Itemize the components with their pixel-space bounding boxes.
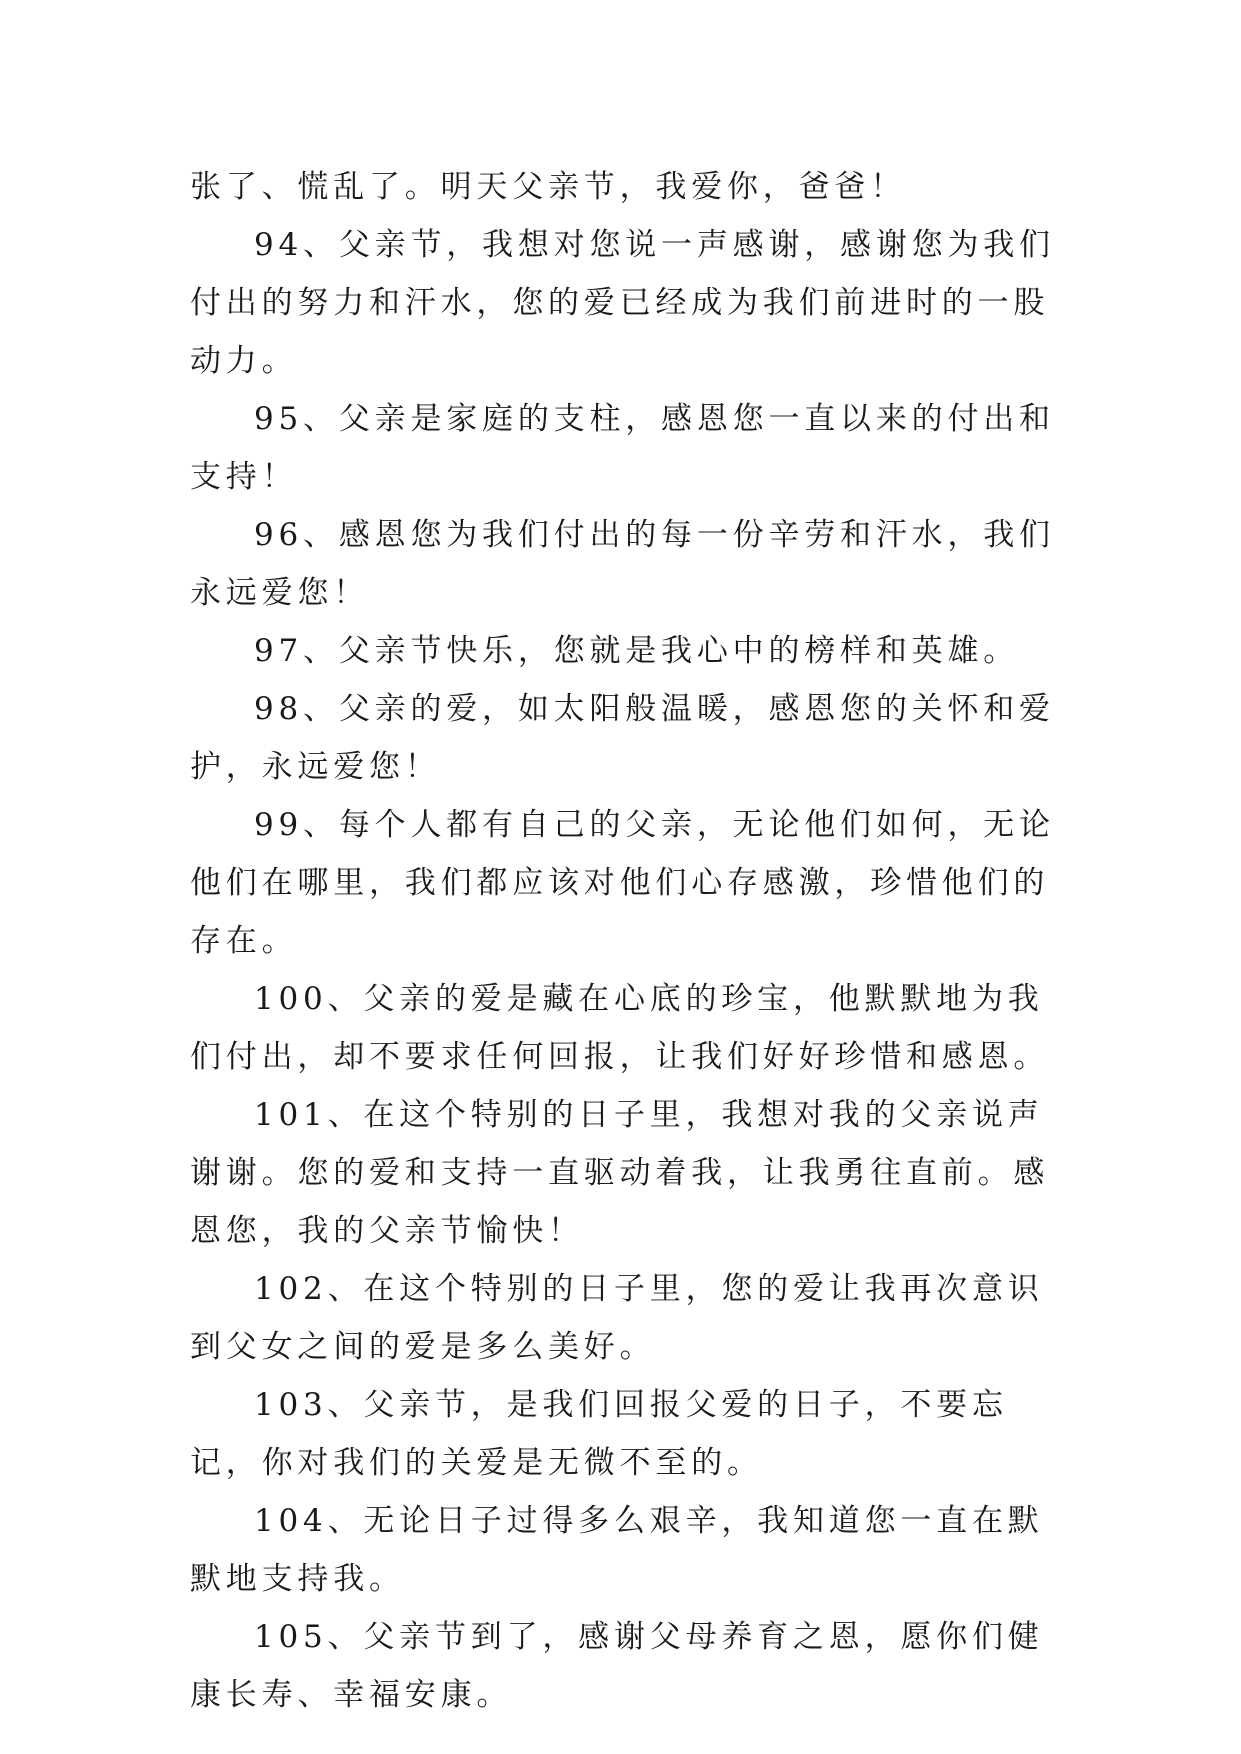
paragraph-item-104: 104、无论日子过得多么艰辛，我知道您一直在默默地支持我。	[190, 1503, 1044, 1597]
paragraph-item-100: 100、父亲的爱是藏在心底的珍宝，他默默地为我们付出，却不要求任何回报，让我们好好珍惜和感恩。	[190, 981, 1050, 1075]
paragraph-item-102: 102、在这个特别的日子里，您的爱让我再次意识到父女之间的爱是多么美好。	[190, 1271, 1044, 1365]
paragraph-item-95: 95、父亲是家庭的支柱，感恩您一直以来的付出和支持！	[190, 401, 1055, 495]
paragraph-item-103: 103、父亲节，是我们回报父爱的日子，不要忘记，你对我们的关爱是无微不至的。	[190, 1387, 1008, 1481]
paragraph-continuation: 张了、慌乱了。明天父亲节，我爱你，爸爸！	[190, 169, 906, 205]
paragraph-item-105: 105、父亲节到了，感谢父母养育之恩，愿你们健康长寿、幸福安康。	[190, 1619, 1044, 1713]
paragraph-item-98: 98、父亲的爱，如太阳般温暖，感恩您的关怀和爱护，永远爱您！	[190, 691, 1055, 785]
paragraph-item-97: 97、父亲节快乐，您就是我心中的榜样和英雄。	[254, 633, 1020, 669]
paragraph-item-96: 96、感恩您为我们付出的每一份辛劳和汗水，我们永远爱您！	[190, 517, 1055, 611]
document-body	[190, 158, 1070, 1724]
paragraph-item-99: 99、每个人都有自己的父亲，无论他们如何，无论他们在哪里，我们都应该对他们心存感激，珍惜他们的存在。	[190, 807, 1055, 959]
paragraph-item-94: 94、父亲节，我想对您说一声感谢，感谢您为我们付出的努力和汗水，您的爱已经成为我们前进时的一股动力。	[190, 227, 1055, 379]
paragraph-item-101: 101、在这个特别的日子里，我想对我的父亲说声谢谢。您的爱和支持一直驱动着我，让我勇往直前。感恩您，我的父亲节愉快！	[190, 1097, 1050, 1249]
